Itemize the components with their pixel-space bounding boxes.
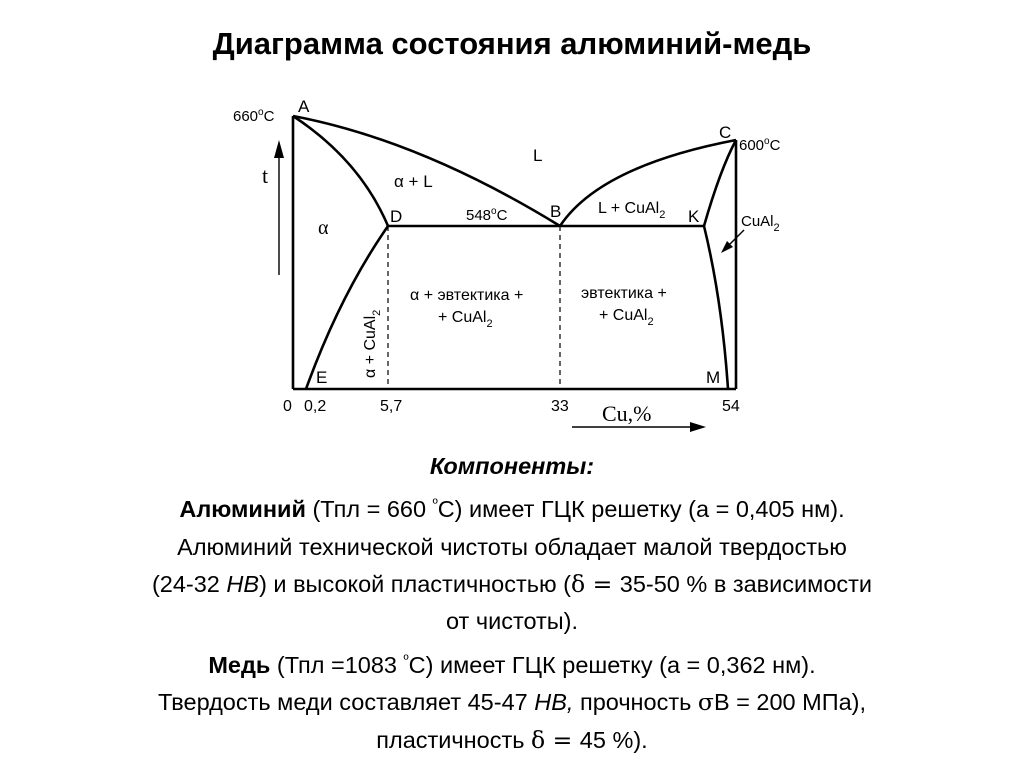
solidus-a-d	[293, 116, 388, 226]
point-m: M	[706, 368, 721, 387]
region-hypoeutectic-line2: + CuAl$_2$	[438, 309, 493, 330]
region-hypereutectic-line2: + CuAl$_2$	[599, 307, 654, 328]
cu-text-line-2: пластичность δ = 45 %).	[376, 725, 648, 754]
x-tick-5-7: 5,7	[380, 398, 403, 415]
components-text	[0, 448, 1024, 759]
point-k: K	[688, 207, 700, 226]
t-axis-label: t	[262, 163, 269, 188]
cu-name: Медь	[208, 651, 271, 678]
temp-label-548: 548$^o$C	[466, 206, 508, 224]
region-hypoeutectic-line1: α + эвтектика +	[410, 287, 524, 304]
point-d: D	[390, 207, 403, 226]
cu-axis-arrowhead	[690, 422, 706, 432]
region-liquid: L	[533, 146, 543, 165]
region-l-plus-cual2: L + CuAl$_2$	[598, 200, 666, 221]
components-heading: Компоненты:	[429, 453, 595, 479]
liquidus-a-b	[293, 116, 560, 226]
al-text-line-2: (24-32 НВ) и высокой пластичностью (δ = 35-50 % в зависимости	[151, 570, 873, 599]
al-name: Алюминий	[179, 496, 306, 523]
x-tick-54: 54	[722, 398, 740, 415]
point-a: A	[298, 97, 310, 116]
point-e: E	[316, 368, 328, 387]
region-alpha-plus-cual2: α + CuAl$_2$	[362, 309, 383, 378]
x-tick-0: 0	[283, 398, 292, 415]
point-b: B	[550, 202, 562, 221]
al-props-line: Алюминий (Тпл = 660 $^º$С) имеет ГЦК решетку (а = 0,405 нм).	[179, 495, 845, 523]
temp-label-600: 600$^o$C	[739, 136, 781, 154]
region-alpha: α	[318, 217, 329, 239]
region-cual2: CuAl$_2$	[741, 213, 780, 234]
t-axis-arrowhead	[274, 140, 284, 158]
cu-props-line: Медь (Тпл =1083 $^º$С) имеет ГЦК решетку (а = 0,362 нм).	[208, 650, 816, 678]
al-text-line-1: Алюминий технической чистоты обладает малой твердостью	[177, 533, 847, 560]
cual2-left-boundary	[704, 140, 736, 389]
cu-axis-label: Cu,%	[602, 401, 652, 426]
point-c: C	[719, 123, 732, 142]
region-alpha-plus-l: α + L	[394, 172, 433, 191]
region-hypereutectic-line1: эвтектика +	[581, 285, 667, 302]
temp-label-660: 660$^o$C	[233, 107, 275, 125]
x-tick-0-2: 0,2	[304, 398, 327, 415]
cu-text-line-1: Твердость меди составляет 45-47 НВ, прочность σВ = 200 МПа),	[157, 688, 867, 717]
al-text-line-3: от чистоты).	[445, 608, 579, 635]
page-title: Диаграмма состояния алюминий-медь	[212, 26, 812, 61]
x-tick-33: 33	[551, 398, 569, 415]
